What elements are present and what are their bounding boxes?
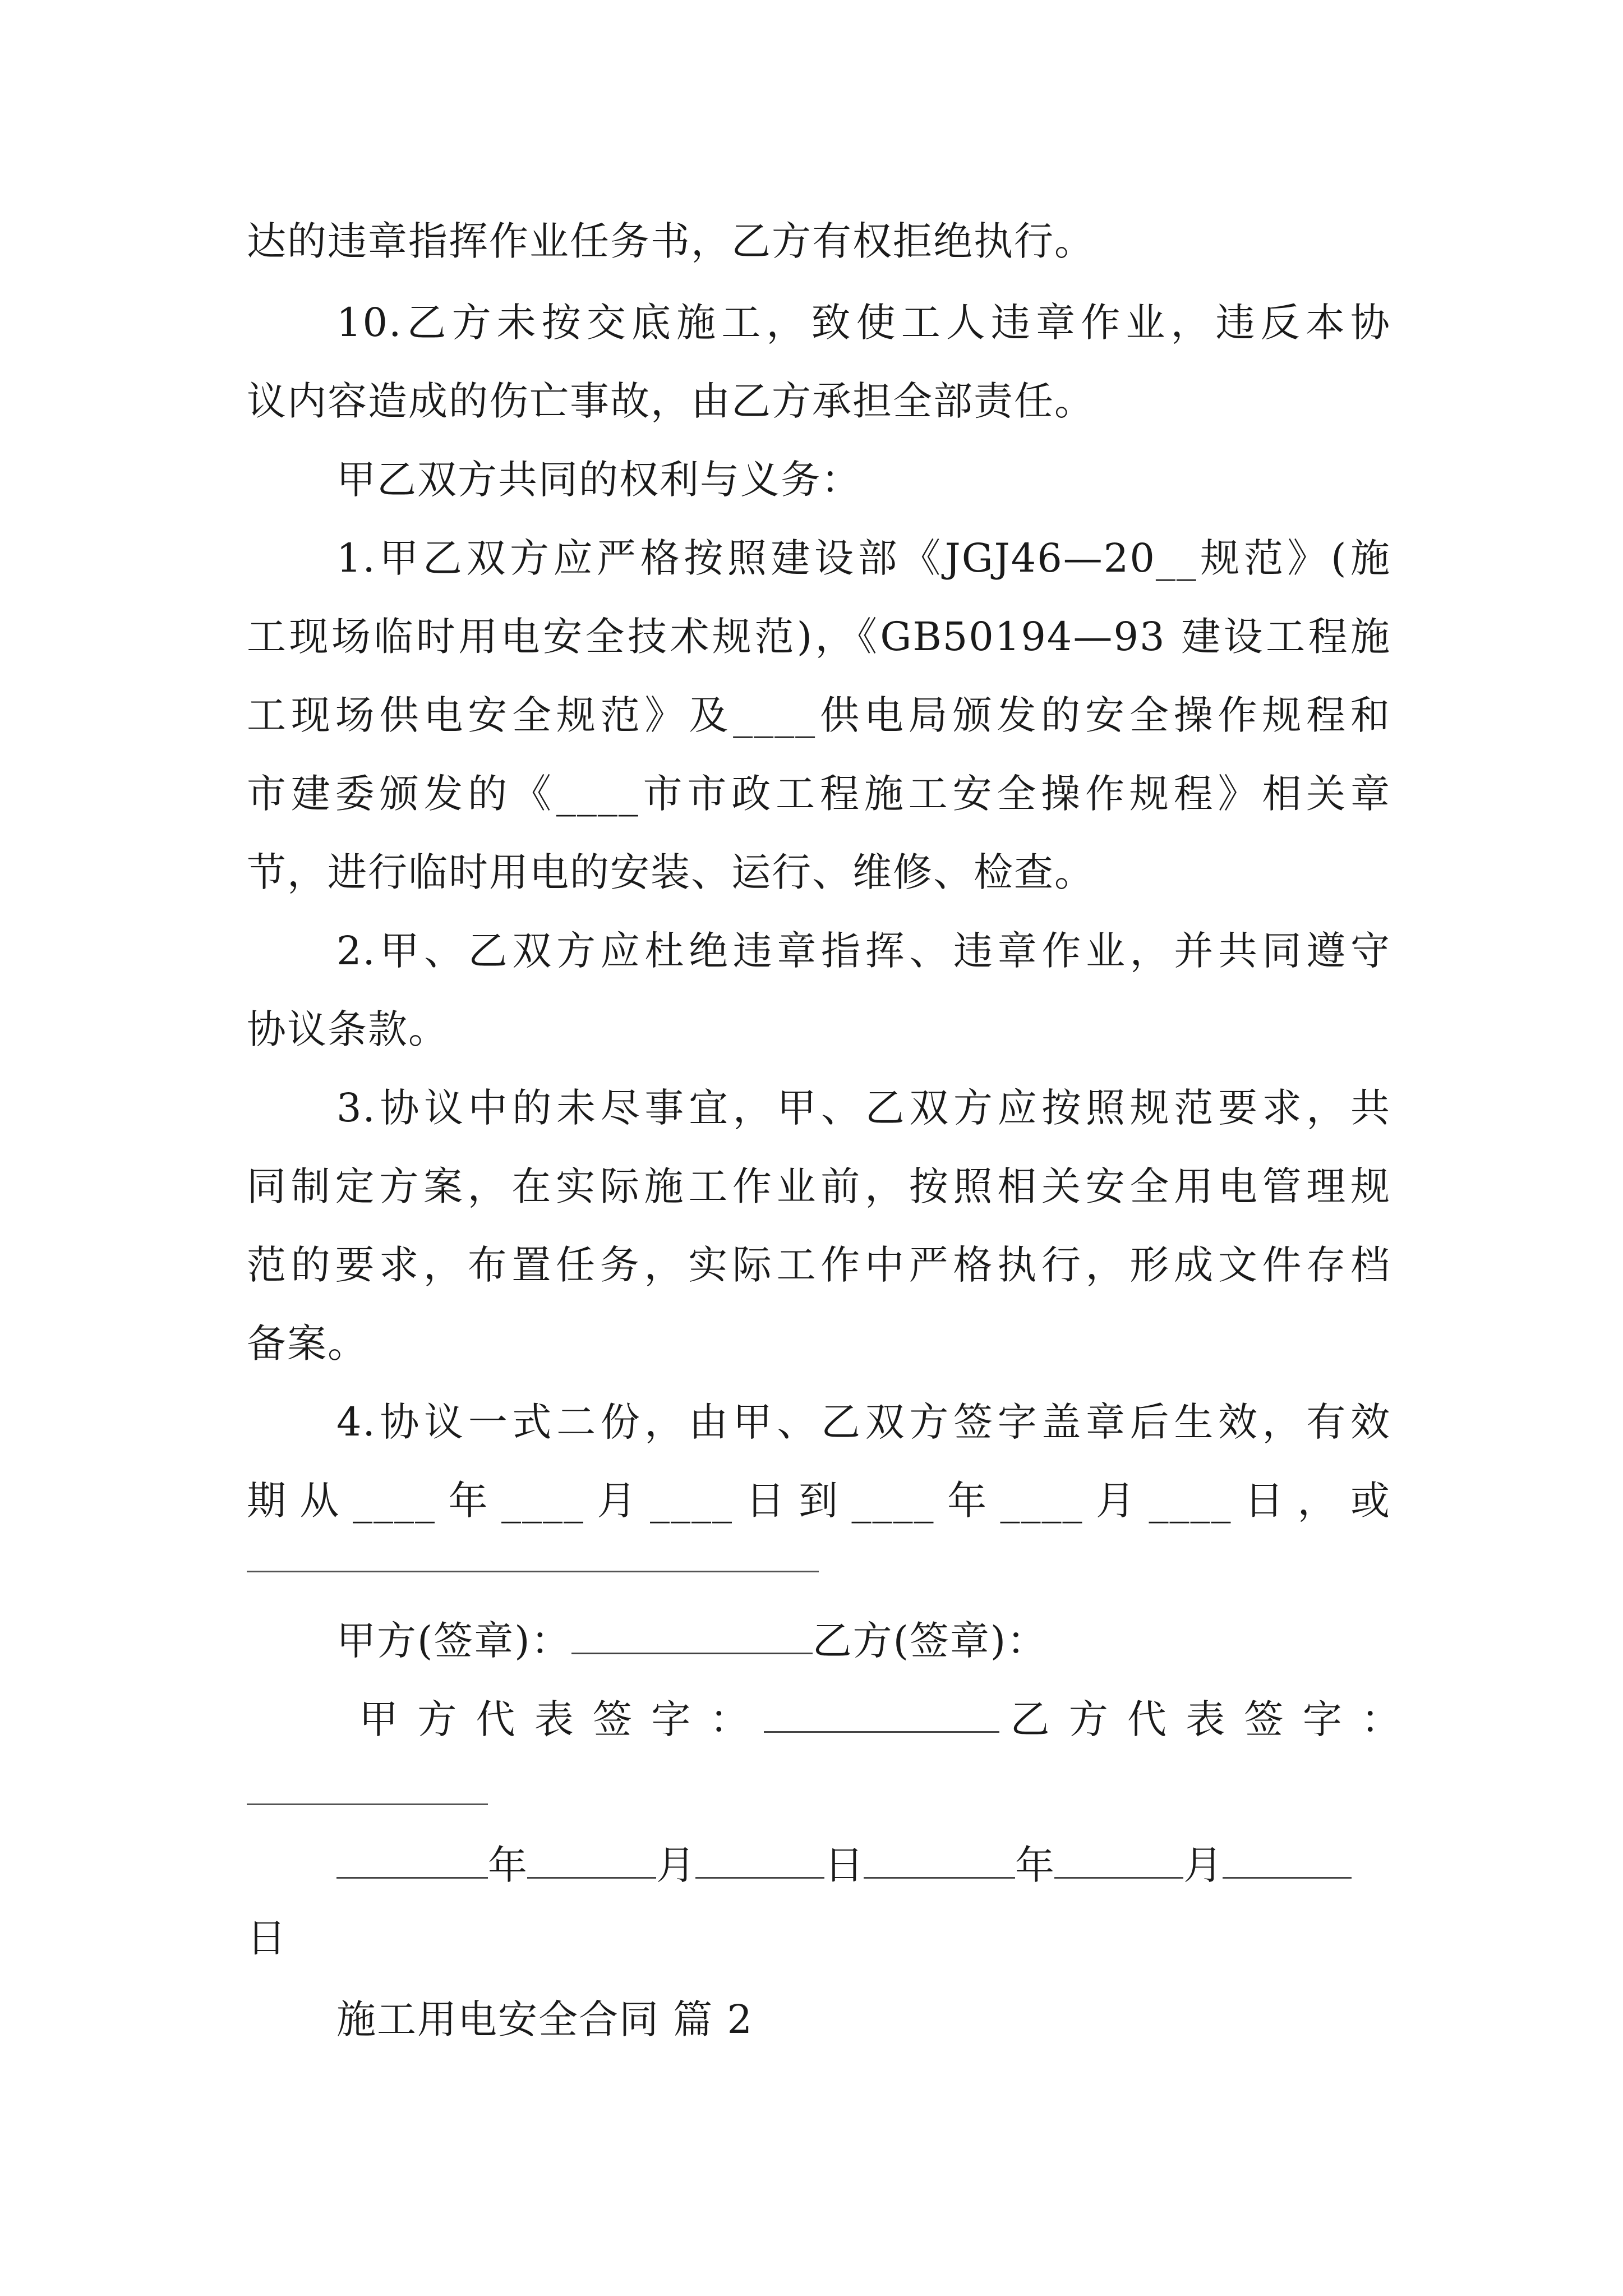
paragraph-line: 4.协议一式二份，由甲、乙双方签字盖章后生效，有效 [336,1399,1391,1445]
blank-underline [247,1571,819,1572]
date-blank [864,1843,1015,1879]
paragraph-line: 市建委颁发的《____市市政工程施工安全操作规程》相关章 [247,771,1391,817]
representative-row [359,1691,1404,1747]
party-a-seal-label: 甲方(签章)： [336,1618,571,1664]
party-a-rep-label: 甲 方 代 表 签 字 ： [359,1696,753,1742]
paragraph-line: 范的要求，布置任务，实际工作中严格执行，形成文件存档 [247,1242,1391,1288]
paragraph-line: 节，进行临时用电的安装、运行、维修、检查。 [247,849,1095,895]
party-b-rep-label: 乙 方 代 表 签 字 ： [1010,1696,1404,1742]
date-blank [1223,1843,1352,1879]
date-day-wrap: 日 [247,1915,287,1961]
paragraph-line: 同制定方案，在实际施工作业前，按照相关安全用电管理规 [247,1163,1391,1209]
paragraph-line: 2.甲、乙双方应杜绝违章指挥、违章作业，并共同遵守 [336,928,1391,974]
month-label: 月 [656,1842,695,1888]
paragraph-line: 工现场供电安全规范》及____供电局颁发的安全操作规程和 [247,692,1391,738]
year-label: 年 [488,1842,527,1888]
party-a-seal-blank [571,1619,813,1654]
paragraph-line: 10.乙方未按交底施工，致使工人违章作业，违反本协 [336,300,1391,346]
date-blank [527,1843,656,1879]
paragraph-line: 1.甲乙双方应严格按照建设部《JGJ46—20__规范》(施 [336,535,1391,581]
paragraph-line: 达的违章指挥作业任务书，乙方有权拒绝执行。 [247,218,1095,264]
section-heading: 甲乙双方共同的权利与义务： [336,457,861,503]
paragraph-line: 工现场临时用电安全技术规范)，《GB50194—93 建设工程施 [247,614,1391,660]
paragraph-line: 协议条款。 [247,1006,449,1052]
month-label: 月 [1183,1842,1223,1888]
date-row [336,1837,1391,1893]
paragraph-line: 期从____年____月____日到____年____月____日，或 [247,1478,1391,1524]
date-blank [1054,1843,1183,1879]
section-title: 施工用电安全合同 篇 2 [336,1996,754,2042]
paragraph-line: 议内容造成的伤亡事故，由乙方承担全部责任。 [247,378,1095,424]
day-label: 日 [824,1842,864,1888]
party-b-rep-blank [247,1803,488,1805]
paragraph-line: 备案。 [247,1320,368,1366]
year-label: 年 [1015,1842,1054,1888]
date-blank [695,1843,824,1879]
paragraph-line: 3.协议中的未尽事宜，甲、乙双方应按照规范要求，共 [336,1085,1391,1131]
party-b-seal-label: 乙方(签章)： [812,1618,1048,1664]
party-a-rep-blank [764,1697,999,1733]
date-blank [336,1843,488,1879]
signature-row [336,1613,1391,1669]
